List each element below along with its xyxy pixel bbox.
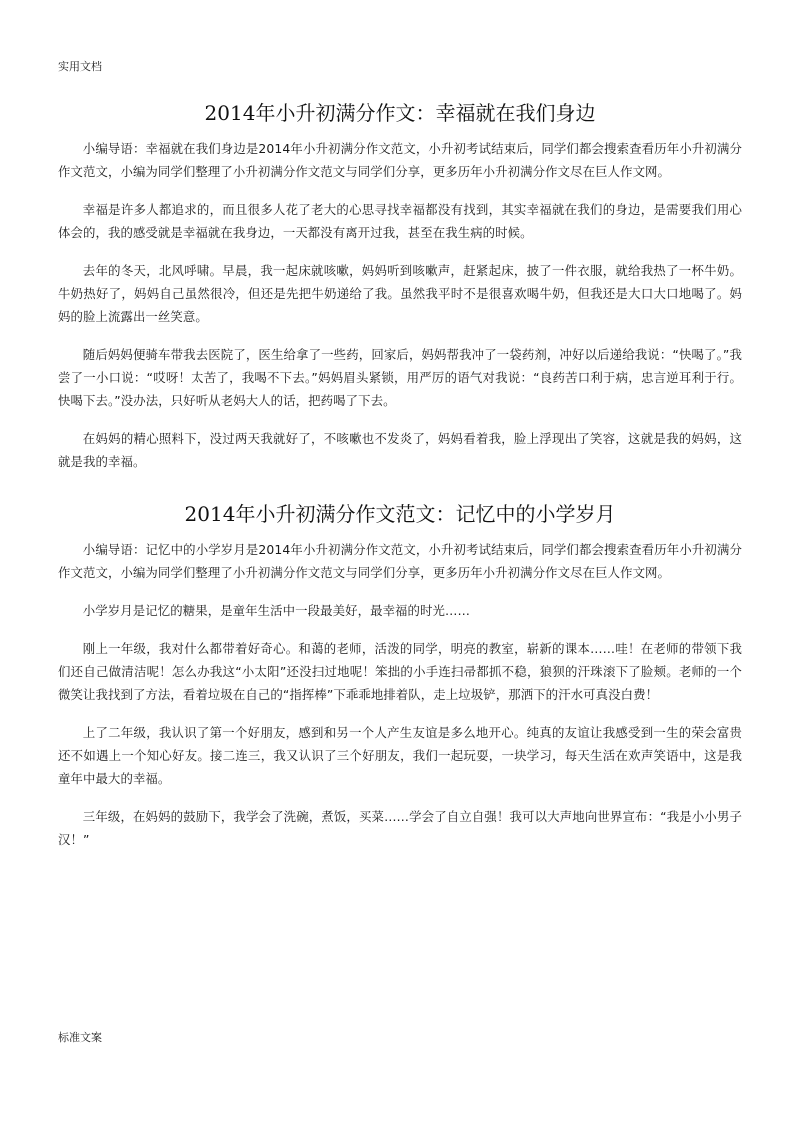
article-2: [58, 495, 742, 851]
article-1-paragraph-3: 去年的冬天，北风呼啸。早晨，我一起床就咳嗽，妈妈听到咳嗽声，赶紧起床，披了一件衣服，就给我热了一杯牛奶。牛奶热好了，妈妈自己虽然很冷，但还是先把牛奶递给了我。虽然我平时不是很喜欢喝牛奶，但我还是大口大口地喝了。妈妈的脸上流露出一丝笑意。: [58, 263, 742, 324]
article-1-paragraph-1: 小编导语：幸福就在我们身边是2014年小升初满分作文范文，小升初考试结束后，同学们都会搜索查看历年小升初满分作文范文，小编为同学们整理了小升初满分作文范文与同学们分享，更多历年小升初满分作文尽在巨人作文网。: [58, 141, 742, 179]
article-1-paragraph-5: 在妈妈的精心照料下，没过两天我就好了，不咳嗽也不发炎了，妈妈看着我，脸上浮现出了笑容，这就是我的妈妈，这就是我的幸福。: [58, 431, 742, 469]
article-2-paragraph-3: 刚上一年级，我对什么都带着好奇心。和蔼的老师，活泼的同学，明亮的教室，崭新的课本……哇！在老师的带领下我们还自己做清洁呢！怎么办我这“小太阳”还没扫过地呢！笨拙的小手连扫帚都抓不稳，狼狈的汗珠滚下了脸颊。老师的一个微笑让我找到了方法，看着垃圾在自己的“指挥棒”下乖乖地排着队，走上垃圾铲，那洒下的汗水可真没白费！: [58, 641, 742, 702]
article-2-paragraph-1: 小编导语：记忆中的小学岁月是2014年小升初满分作文范文，小升初考试结束后，同学们都会搜索查看历年小升初满分作文范文，小编为同学们整理了小升初满分作文范文与同学们分享，更多历年小升初满分作文尽在巨人作文网。: [58, 542, 742, 580]
article-2-paragraph-4: 上了二年级，我认识了第一个好朋友，感到和另一个人产生友谊是多么地开心。纯真的友谊让我感受到一生的荣会富贵还不如遇上一个知心好友。接二连三，我又认识了三个好朋友，我们一起玩耍，一块学习，每天生活在欢声笑语中，这是我童年中最大的幸福。: [58, 725, 742, 786]
article-1-title: 2014年小升初满分作文：幸福就在我们身边: [204, 101, 596, 125]
article-1: [58, 94, 742, 473]
document-body: [58, 94, 742, 851]
article-2-paragraph-5: 三年级，在妈妈的鼓励下，我学会了洗碗，煮饭，买菜……学会了自立自强！我可以大声地向世界宣布：“我是小小男子汉！”: [58, 809, 742, 847]
article-2-title: 2014年小升初满分作文范文：记忆中的小学岁月: [184, 502, 616, 526]
article-1-paragraph-4: 随后妈妈便骑车带我去医院了，医生给拿了一些药，回家后，妈妈帮我冲了一袋药剂，冲好以后递给我说：“快喝了。”我尝了一小口说：“哎呀！太苦了，我喝不下去。”妈妈眉头紧锁，用严厉的语气对我说：“良药苦口利于病，忠言逆耳利于行。快喝下去。”没办法，只好听从老妈大人的话，把药喝了下去。: [58, 347, 742, 408]
article-1-paragraph-2: 幸福是许多人都追求的，而且很多人花了老大的心思寻找幸福都没有找到，其实幸福就在我们的身边，是需要我们用心体会的，我的感受就是幸福就在我身边，一天都没有离开过我，甚至在我生病的时候。: [58, 202, 742, 240]
page-header-label: 实用文档: [58, 60, 102, 73]
page-footer-label: 标准文案: [58, 1031, 102, 1044]
article-2-paragraph-2: 小学岁月是记忆的糖果，是童年生活中一段最美好，最幸福的时光……: [82, 603, 471, 618]
